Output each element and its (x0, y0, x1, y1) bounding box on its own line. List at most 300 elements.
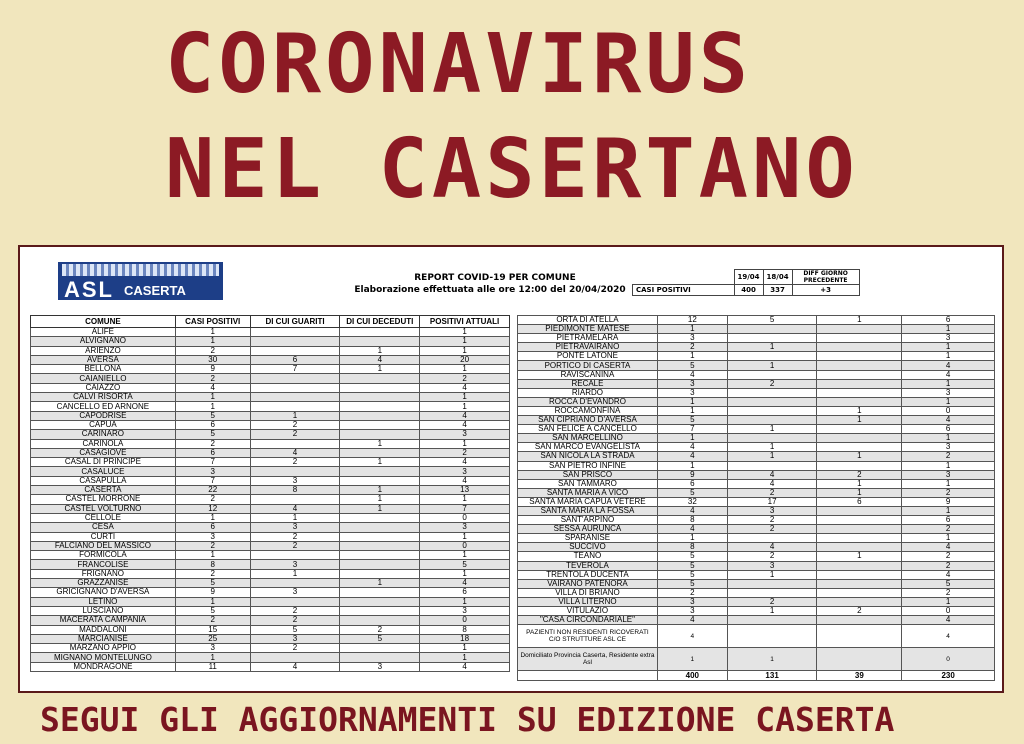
comune-cell: AVERSA (31, 355, 176, 364)
value-cell: 1 (420, 653, 510, 662)
value-cell (340, 606, 420, 615)
value-cell: 1 (340, 495, 420, 504)
value-cell: 6 (420, 588, 510, 597)
value-cell (250, 346, 340, 355)
covid-report-table-image (18, 245, 1004, 693)
value-cell: 2 (420, 448, 510, 457)
value-cell: 6 (817, 497, 902, 506)
value-cell: 2 (727, 516, 817, 525)
value-cell (340, 644, 420, 653)
table-row (518, 379, 995, 388)
table-row (518, 534, 995, 543)
value-cell: 3 (902, 334, 995, 343)
value-cell: 3 (250, 476, 340, 485)
value-cell: 1 (340, 346, 420, 355)
comune-cell: SANT'ARPINO (518, 516, 658, 525)
comune-cell: FORMICOLA (31, 551, 176, 560)
value-cell: 2 (727, 552, 817, 561)
summary-date1: 19/04 (734, 270, 763, 285)
value-cell: 1 (727, 570, 817, 579)
comune-cell: LUSCIANO (31, 606, 176, 615)
table-row (518, 388, 995, 397)
comune-cell: CANCELLO ED ARNONE (31, 402, 176, 411)
comune-cell: SAN PRISCO (518, 470, 658, 479)
value-cell (250, 551, 340, 560)
table-row (31, 606, 510, 615)
value-cell: 1 (657, 352, 727, 361)
total-cell: 131 (727, 671, 817, 681)
value-cell: 1 (340, 365, 420, 374)
value-cell (817, 425, 902, 434)
table-row (31, 383, 510, 392)
summary-v1: 400 (734, 285, 763, 296)
value-cell: 4 (657, 625, 727, 648)
value-cell: 4 (420, 458, 510, 467)
table-row (518, 597, 995, 606)
value-cell: 1 (340, 579, 420, 588)
value-cell: 2 (175, 569, 250, 578)
table-row (518, 416, 995, 425)
summary-date2: 18/04 (763, 270, 792, 285)
value-cell: 8 (657, 543, 727, 552)
summary-diff-header: DIFF GIORNO PRECEDENTE (792, 270, 859, 285)
table-row (31, 523, 510, 532)
comune-cell: PONTE LATONE (518, 352, 658, 361)
value-cell: 2 (250, 532, 340, 541)
value-cell (250, 383, 340, 392)
value-cell: 1 (657, 397, 727, 406)
value-cell (727, 334, 817, 343)
value-cell (817, 525, 902, 534)
table-row (31, 337, 510, 346)
value-cell: 1 (727, 443, 817, 452)
value-cell: 1 (420, 402, 510, 411)
table-row (518, 343, 995, 352)
total-cell (518, 671, 658, 681)
value-cell: 1 (657, 648, 727, 671)
totals-row (518, 671, 995, 681)
summary-diff: +3 (792, 285, 859, 296)
value-cell: 4 (175, 383, 250, 392)
value-cell: 4 (902, 370, 995, 379)
value-cell (817, 461, 902, 470)
value-cell: 9 (175, 365, 250, 374)
table-row (518, 488, 995, 497)
value-cell: 5 (727, 316, 817, 325)
value-cell (250, 337, 340, 346)
value-cell: 1 (902, 325, 995, 334)
value-cell: 2 (657, 343, 727, 352)
value-cell: 4 (420, 579, 510, 588)
value-cell: 2 (902, 588, 995, 597)
value-cell: 4 (657, 452, 727, 461)
comune-cell: MACERATA CAMPANIA (31, 616, 176, 625)
value-cell: 5 (175, 411, 250, 420)
value-cell: 3 (420, 606, 510, 615)
comune-cell: CASAPULLA (31, 476, 176, 485)
value-cell (727, 397, 817, 406)
comune-cell: ARIENZO (31, 346, 176, 355)
comune-cell: CAIAZZO (31, 383, 176, 392)
value-cell (727, 325, 817, 334)
value-cell: 4 (420, 420, 510, 429)
value-cell (340, 560, 420, 569)
value-cell (727, 370, 817, 379)
value-cell: 2 (817, 607, 902, 616)
table-row (518, 452, 995, 461)
value-cell: 1 (817, 406, 902, 415)
value-cell: 3 (727, 506, 817, 515)
value-cell: 3 (657, 334, 727, 343)
table-row (31, 402, 510, 411)
value-cell: 5 (657, 361, 727, 370)
value-cell: 3 (175, 644, 250, 653)
value-cell: 4 (657, 443, 727, 452)
total-cell: 230 (902, 671, 995, 681)
column-header: COMUNE (31, 316, 176, 328)
table-row (31, 653, 510, 662)
value-cell: 2 (902, 488, 995, 497)
value-cell (340, 383, 420, 392)
extra-row (518, 625, 995, 648)
value-cell (340, 541, 420, 550)
value-cell: 1 (902, 479, 995, 488)
comune-cell: CASTEL VOLTURNO (31, 504, 176, 513)
table-row (31, 476, 510, 485)
value-cell: 7 (250, 365, 340, 374)
value-cell: 0 (902, 406, 995, 415)
value-cell: 3 (902, 470, 995, 479)
comune-cell: VAIRANO PATENORA (518, 579, 658, 588)
comune-cell: CASERTA (31, 486, 176, 495)
table-row (31, 448, 510, 457)
table-row (518, 479, 995, 488)
value-cell: 11 (175, 662, 250, 671)
column-header: CASI POSITIVI (175, 316, 250, 328)
value-cell (817, 325, 902, 334)
value-cell: 1 (727, 452, 817, 461)
value-cell: 2 (727, 379, 817, 388)
value-cell: 1 (902, 506, 995, 515)
value-cell (817, 397, 902, 406)
value-cell: 3 (250, 588, 340, 597)
value-cell: 1 (817, 552, 902, 561)
value-cell (727, 579, 817, 588)
comune-cell: SAN MARCO EVANGELISTA (518, 443, 658, 452)
value-cell: 6 (175, 448, 250, 457)
value-cell: 1 (902, 397, 995, 406)
comune-cell: SAN TAMMARO (518, 479, 658, 488)
value-cell: 6 (657, 479, 727, 488)
table-row (31, 644, 510, 653)
table-row (518, 552, 995, 561)
comune-cell: CARINARO (31, 430, 176, 439)
value-cell: 2 (175, 374, 250, 383)
value-cell: 3 (250, 523, 340, 532)
table-row (518, 406, 995, 415)
value-cell: 25 (175, 634, 250, 643)
value-cell: 1 (727, 425, 817, 434)
value-cell: 1 (727, 361, 817, 370)
value-cell (340, 523, 420, 532)
comune-cell: FRANCOLISE (31, 560, 176, 569)
comune-cell: SAN NICOLA LA STRADA (518, 452, 658, 461)
value-cell: 2 (657, 588, 727, 597)
value-cell: 5 (657, 552, 727, 561)
value-cell: 6 (902, 516, 995, 525)
value-cell: 1 (175, 337, 250, 346)
right-data-table (517, 315, 995, 681)
value-cell (817, 352, 902, 361)
table-row (31, 579, 510, 588)
value-cell: 5 (250, 625, 340, 634)
value-cell: 4 (420, 383, 510, 392)
value-cell: 4 (250, 448, 340, 457)
value-cell (250, 393, 340, 402)
table-row (31, 560, 510, 569)
value-cell: 1 (250, 411, 340, 420)
value-cell (817, 648, 902, 671)
table-row (31, 355, 510, 364)
comune-cell: LETINO (31, 597, 176, 606)
comune-cell: GRAZZANISE (31, 579, 176, 588)
comune-cell: SPARANISE (518, 534, 658, 543)
table-row (518, 361, 995, 370)
comune-cell: SESSA AURUNCA (518, 525, 658, 534)
value-cell (340, 532, 420, 541)
value-cell (250, 597, 340, 606)
value-cell (340, 513, 420, 522)
value-cell (817, 579, 902, 588)
value-cell (727, 616, 817, 625)
value-cell: 1 (340, 458, 420, 467)
value-cell (340, 569, 420, 578)
value-cell: 3 (250, 634, 340, 643)
value-cell: 0 (420, 616, 510, 625)
value-cell (817, 334, 902, 343)
table-row (31, 625, 510, 634)
table-row (31, 616, 510, 625)
value-cell: 9 (657, 470, 727, 479)
value-cell: 2 (902, 452, 995, 461)
value-cell: 1 (340, 504, 420, 513)
table-row (518, 543, 995, 552)
value-cell: 1 (420, 328, 510, 337)
report-title: REPORT COVID-19 PER COMUNE (414, 273, 576, 283)
value-cell: 0 (902, 648, 995, 671)
value-cell: 1 (250, 513, 340, 522)
value-cell: 5 (175, 606, 250, 615)
table-row (31, 439, 510, 448)
value-cell (817, 370, 902, 379)
value-cell: 8 (175, 560, 250, 569)
value-cell: 8 (420, 625, 510, 634)
value-cell: 1 (340, 486, 420, 495)
table-row (31, 541, 510, 550)
comune-cell: CASALUCE (31, 467, 176, 476)
comune-cell: CASAL DI PRINCIPE (31, 458, 176, 467)
comune-cell: CAPUA (31, 420, 176, 429)
value-cell (340, 328, 420, 337)
value-cell (817, 361, 902, 370)
value-cell (727, 352, 817, 361)
value-cell (340, 430, 420, 439)
table-row (518, 607, 995, 616)
value-cell: 4 (657, 616, 727, 625)
value-cell: 4 (250, 662, 340, 671)
comune-cell: PIETRAVAIRANO (518, 343, 658, 352)
table-row (31, 495, 510, 504)
value-cell: 1 (340, 439, 420, 448)
table-row (31, 374, 510, 383)
table-row (518, 325, 995, 334)
comune-cell: PORTICO DI CASERTA (518, 361, 658, 370)
value-cell: 3 (657, 379, 727, 388)
comune-cell: VILLA LITERNO (518, 597, 658, 606)
value-cell (340, 616, 420, 625)
value-cell: 6 (175, 523, 250, 532)
comune-cell: TEVEROLA (518, 561, 658, 570)
comune-cell: ORTA DI ATELLA (518, 316, 658, 325)
value-cell: 1 (657, 534, 727, 543)
value-cell: 2 (250, 541, 340, 550)
value-cell: 18 (420, 634, 510, 643)
comune-cell: CALVI RISORTA (31, 393, 176, 402)
value-cell: 1 (420, 569, 510, 578)
note-cell: PAZIENTI NON RESIDENTI RICOVERATI C/O STRUTTURE ASL CE (518, 625, 658, 648)
value-cell (340, 588, 420, 597)
value-cell: 2 (175, 495, 250, 504)
value-cell: 2 (727, 525, 817, 534)
value-cell: 2 (250, 606, 340, 615)
value-cell: 32 (657, 497, 727, 506)
value-cell: 3 (175, 532, 250, 541)
value-cell: 1 (902, 534, 995, 543)
value-cell: 2 (175, 541, 250, 550)
value-cell: 2 (902, 552, 995, 561)
table-row (518, 434, 995, 443)
column-header: DI CUI GUARITI (250, 316, 340, 328)
table-row (31, 513, 510, 522)
comune-cell: CASAGIOVE (31, 448, 176, 457)
value-cell (250, 495, 340, 504)
value-cell (817, 588, 902, 597)
table-row (31, 551, 510, 560)
table-row (31, 486, 510, 495)
table-row (518, 497, 995, 506)
comune-cell: PIETRAMELARA (518, 334, 658, 343)
value-cell: 2 (250, 644, 340, 653)
value-cell: 1 (420, 346, 510, 355)
table-row (518, 525, 995, 534)
value-cell: 9 (175, 588, 250, 597)
value-cell: 7 (175, 458, 250, 467)
value-cell: 4 (420, 411, 510, 420)
value-cell: 6 (250, 355, 340, 364)
value-cell: 3 (657, 388, 727, 397)
comune-cell: MARZANO APPIO (31, 644, 176, 653)
table-row (31, 411, 510, 420)
comune-cell: VITULAZIO (518, 607, 658, 616)
value-cell (817, 561, 902, 570)
value-cell: 2 (250, 458, 340, 467)
value-cell: 1 (175, 393, 250, 402)
value-cell (727, 534, 817, 543)
comune-cell: CURTI (31, 532, 176, 541)
value-cell (250, 467, 340, 476)
value-cell: 6 (902, 425, 995, 434)
value-cell: 3 (420, 430, 510, 439)
comune-cell: RECALE (518, 379, 658, 388)
value-cell: 5 (657, 488, 727, 497)
value-cell: 4 (420, 662, 510, 671)
value-cell (340, 393, 420, 402)
value-cell (340, 653, 420, 662)
value-cell: 1 (817, 479, 902, 488)
value-cell (817, 543, 902, 552)
value-cell: 3 (902, 388, 995, 397)
headline-line1: CORONAVIRUS (165, 17, 753, 112)
value-cell (727, 406, 817, 415)
value-cell: 4 (902, 570, 995, 579)
value-cell (340, 420, 420, 429)
value-cell (340, 374, 420, 383)
value-cell (817, 506, 902, 515)
value-cell: 4 (727, 470, 817, 479)
value-cell: 15 (175, 625, 250, 634)
value-cell: 5 (657, 579, 727, 588)
value-cell (340, 337, 420, 346)
table-row (518, 352, 995, 361)
table-row (31, 597, 510, 606)
table-row (31, 662, 510, 671)
value-cell: 2 (175, 346, 250, 355)
table-row (31, 634, 510, 643)
value-cell: 5 (657, 416, 727, 425)
value-cell: 1 (657, 325, 727, 334)
value-cell: 4 (902, 361, 995, 370)
value-cell: 1 (420, 495, 510, 504)
value-cell: 6 (175, 420, 250, 429)
value-cell: 1 (657, 434, 727, 443)
table-row (31, 328, 510, 337)
total-cell: 400 (657, 671, 727, 681)
comune-cell: MONDRAGONE (31, 662, 176, 671)
value-cell: 1 (420, 439, 510, 448)
comune-cell: RAVISCANINA (518, 370, 658, 379)
table-row (518, 570, 995, 579)
table-row (518, 316, 995, 325)
value-cell: 4 (657, 525, 727, 534)
value-cell: 1 (727, 607, 817, 616)
comune-cell: ALIFE (31, 328, 176, 337)
value-cell: 3 (420, 523, 510, 532)
value-cell: 1 (175, 513, 250, 522)
value-cell (340, 476, 420, 485)
comune-cell: MIGNANO MONTELUNGO (31, 653, 176, 662)
comune-cell: ROCCA D'EVANDRO (518, 397, 658, 406)
value-cell: 2 (902, 525, 995, 534)
comune-cell: CESA (31, 523, 176, 532)
asl-caserta-logo (58, 262, 223, 300)
value-cell: 12 (657, 316, 727, 325)
value-cell (340, 597, 420, 606)
value-cell: 2 (727, 488, 817, 497)
value-cell: 1 (420, 337, 510, 346)
value-cell (727, 434, 817, 443)
comune-cell: "CASA CIRCONDARIALE" (518, 616, 658, 625)
table-row (518, 370, 995, 379)
